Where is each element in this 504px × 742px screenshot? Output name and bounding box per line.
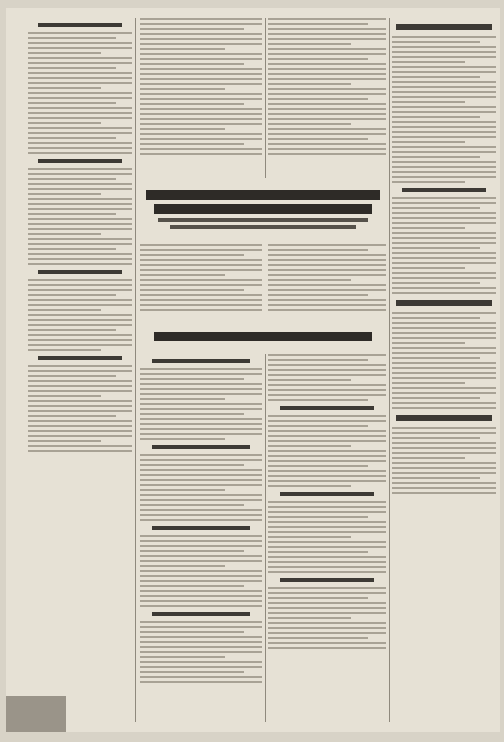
headline-block [396, 300, 492, 306]
headline-block [38, 356, 121, 360]
headline-block [38, 159, 121, 163]
headline-block [152, 526, 250, 530]
column-1 [28, 18, 132, 722]
headline-block [38, 270, 121, 274]
headline-block [152, 612, 250, 616]
column-2-mid [140, 244, 262, 320]
newspaper-page [6, 8, 500, 732]
headline-block [152, 359, 250, 363]
column-3-bottom [268, 354, 386, 722]
headline-block [396, 24, 492, 30]
section-headline [140, 326, 386, 348]
headline-block [402, 188, 485, 192]
headline-block [152, 445, 250, 449]
column-2-bottom [140, 354, 262, 722]
column-2-top [140, 18, 262, 178]
headline-block [280, 492, 374, 496]
column-3-top [268, 18, 386, 178]
headline-block [38, 23, 121, 27]
column-3-mid [268, 244, 386, 320]
scan-margin-strip [6, 696, 66, 732]
column-4 [392, 18, 496, 722]
headline-block [280, 406, 374, 410]
headline-block [396, 415, 492, 421]
main-headline [140, 186, 386, 238]
headline-block [280, 578, 374, 582]
